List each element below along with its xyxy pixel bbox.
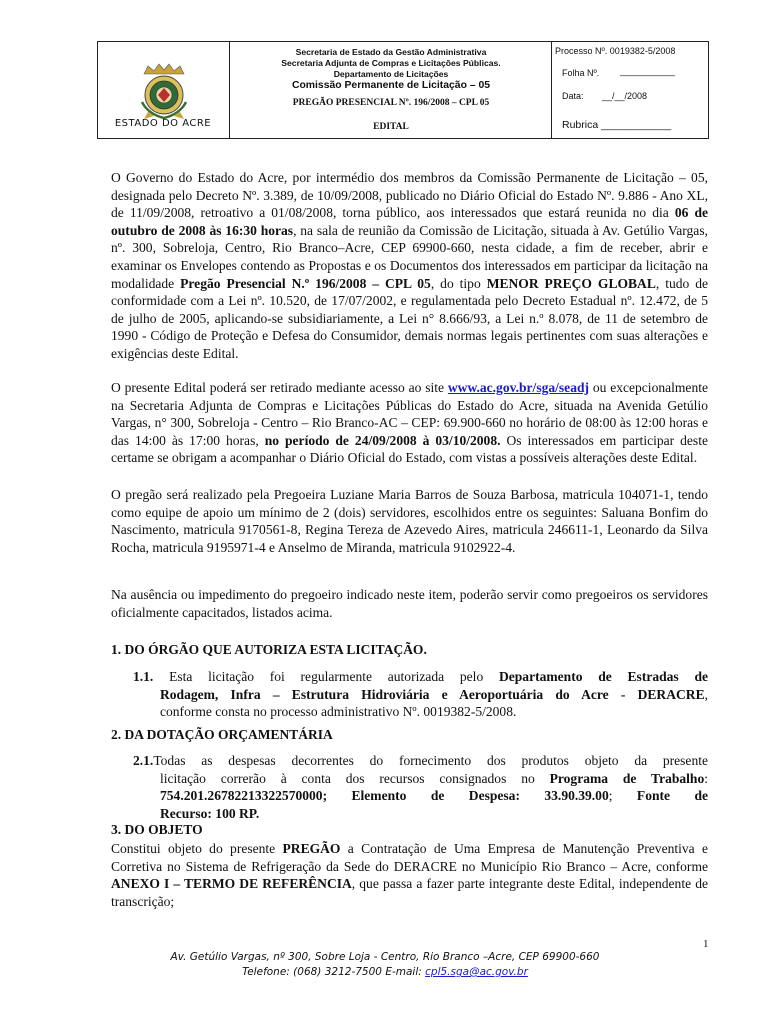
section-3-paragraph [111, 840, 708, 910]
agency-name: Rodagem, Infra – Estrutura Hidroviária e Aeroportuária do Acre - DERACRE [160, 686, 705, 702]
section-1-heading: 1. DO ÓRGÃO QUE AUTORIZA ESTA LICITAÇÃO. [111, 642, 427, 657]
pregao-reference: Pregão Presencial N.º 196/2008 – CPL 05 [180, 275, 431, 291]
document-header [97, 41, 709, 139]
folha-label: Folha Nº. [562, 68, 600, 78]
text-run: , na sala de reunião da Comissão de Licitação, situada à Av. Getúlio Vargas, nº. 300, Sobreloja, Centro, Rio Branco–Acre, CEP 69900-660, nesta cidade, a fim de receber, abrir e examinar os Envelopes contendo as Propostas e os Documentos dos interessados em participar da licitação na modalidade [111, 222, 708, 291]
site-link[interactable]: www.ac.gov.br/sga/seadj [447, 380, 590, 395]
header-center [230, 42, 552, 138]
intro-paragraph-4: Na ausência ou impedimento do pregoeiro indicado neste item, poderão servir como pregoeiros os servidores oficialmente capacitados, listados acima. [111, 587, 708, 620]
header-line-edital: EDITAL [373, 122, 409, 132]
meeting-date: 06 de outubro de 2008 às 16:30 horas [111, 205, 709, 238]
text-run: ; [608, 788, 637, 804]
period-text: no período de 24/09/2008 à 03/10/2008. [264, 432, 501, 448]
text-run: Os interessados em participar deste certame se obrigam a acompanhar o Diário Oficial do Estado, com vistas a possíveis alterações deste Edital. [111, 432, 708, 466]
header-line-pregao: PREGÃO PRESENCIAL Nº. 196/2008 – CPL 05 [292, 98, 490, 108]
footer-address: Av. Getúlio Vargas, nº 300, Sobre Loja - Centro, Rio Branco –Acre, CEP 69900-660 [170, 951, 600, 963]
tipo-licitacao: MENOR PREÇO GLOBAL [486, 275, 656, 291]
logo-caption: ESTADO DO ACRE [114, 118, 212, 129]
section-2-heading: 2. DA DOTAÇÃO ORÇAMENTÁRIA [111, 727, 333, 742]
intro-paragraph-1 [111, 169, 708, 363]
header-line-secretaria: Secretaria de Estado da Gestão Administrativa [295, 47, 487, 57]
text-run: a Contratação de Uma Empresa de Manutenção Preventiva e Corretiva no Sistema de Refrigeração da Sede do DERACRE no Município Rio Branco – Acre, conforme [111, 841, 708, 874]
section-3-heading: 3. DO OBJETO [111, 822, 203, 837]
recurso-label: Recurso: 100 RP. [160, 805, 260, 821]
data-label: Data: [562, 91, 584, 101]
item-number: 2.1. [133, 753, 154, 768]
header-line-adjunta: Secretaria Adjunta de Compras e Licitações Públicas. [281, 58, 501, 68]
pregao-word: PREGÃO [282, 841, 341, 856]
text-run: , tudo de conformidade com a Lei nº. 10.520, de 17/07/2002, e regulamentada pelo Decreto Estadual nº. 12.472, de 5 de julho de 2005, aplicando-se subsidiariamente, a Lei n° 8.666/93, a Lei n.º 8.078, de 11 de setembro de 1990 - Código de Proteção e Defesa do Consumidor, demais normas legais pertinentes com suas alterações e exigências deste Edital. [111, 275, 709, 361]
budget-codes: 754.201.26782213322570000; Elemento de Despesa: 33.90.39.00 [160, 788, 609, 804]
programa-label: Programa de Trabalho [549, 770, 705, 786]
email-link[interactable]: cpl5.sga@ac.gov.br [425, 966, 528, 978]
item-number: 1.1. [133, 669, 154, 684]
text-run: Esta licitação foi regularmente autorizada pelo [153, 669, 499, 684]
header-process-info [552, 42, 708, 138]
intro-paragraph-3: O pregão será realizado pela Pregoeira Luziane Maria Barros de Souza Barbosa, matricula 104071-1, tendo como equipe de apoio um mínimo de 2 (dois) servidores, escolhidos entre os seguintes: Saluana Bonfim do Nascimento, matricula 9170561-8, Regina Tereza de Azevedo Aires, matricula 246611-1, Leonardo da Silva Rocha, matricula 9195971-4 e Anselmo de Miranda, matricula 9102922-4. [111, 487, 708, 555]
data-blank: __/__/2008 [602, 91, 648, 101]
text-run: , que passa a fazer parte integrante deste Edital, independente de transcrição; [111, 876, 708, 909]
process-number: Processo Nº. 0019382-5/2008 [555, 46, 676, 56]
text-run: Todas as despesas decorrentes do fornecimento dos produtos objeto da presente [153, 753, 708, 768]
text-run: conforme consta no processo administrativo Nº. 0019382-5/2008. [160, 704, 517, 720]
page-number: 1 [703, 938, 709, 950]
text-run: , [704, 686, 708, 702]
header-line-departamento: Departamento de Licitações [333, 69, 449, 79]
section-2-1 [133, 752, 708, 822]
anexo-reference: ANEXO I – TERMO DE REFERÊNCIA [111, 876, 352, 892]
fonte-label: Fonte de [636, 788, 708, 804]
intro-paragraph-2 [111, 379, 708, 467]
text-run: : [704, 770, 708, 786]
text-run: , do tipo [430, 275, 487, 291]
header-line-comissao: Comissão Permanente de Licitação – 05 [291, 80, 491, 91]
agency-name: Departamento de Estradas de [498, 669, 708, 684]
text-run: Constitui objeto do presente [111, 841, 283, 856]
text-run: O presente Edital poderá ser retirado mediante acesso ao site [111, 380, 448, 395]
footer-contact [0, 966, 770, 978]
section-1-1 [133, 668, 708, 721]
folha-blank: ___________ [620, 66, 676, 76]
state-coat-of-arms-icon [138, 62, 190, 122]
text-run: ou excepcionalmente na Secretaria Adjunta de Compras e Licitações Públicas do Estado do Acre, situada na Avenida Getúlio Vargas, n° 300, Sobreloja - Centro – Rio Branco-AC – CEP: 69.900-660 no horário de 08:00 às 12:00 horas e das 14:00 às 17:00 horas, [111, 380, 708, 448]
logo-cell [98, 42, 230, 138]
rubrica-field: Rubrica ____________ [562, 119, 672, 131]
footer-phone: Telefone: (068) 3212-7500 E-mail: [242, 966, 426, 978]
text-run: licitação correrão à conta dos recursos consignados no [160, 770, 550, 786]
text-run: O Governo do Estado do Acre, por intermédio dos membros da Comissão Permanente de Licitação – 05, designada pelo Decreto Nº. 3.389, de 10/09/2008, publicado no Diário Oficial do Estado Nº. 9.886 - Ano XL, de 11/09/2008, retroativo a 01/08/2008, torna público, aos interessados que estará reunida no dia [111, 170, 708, 221]
